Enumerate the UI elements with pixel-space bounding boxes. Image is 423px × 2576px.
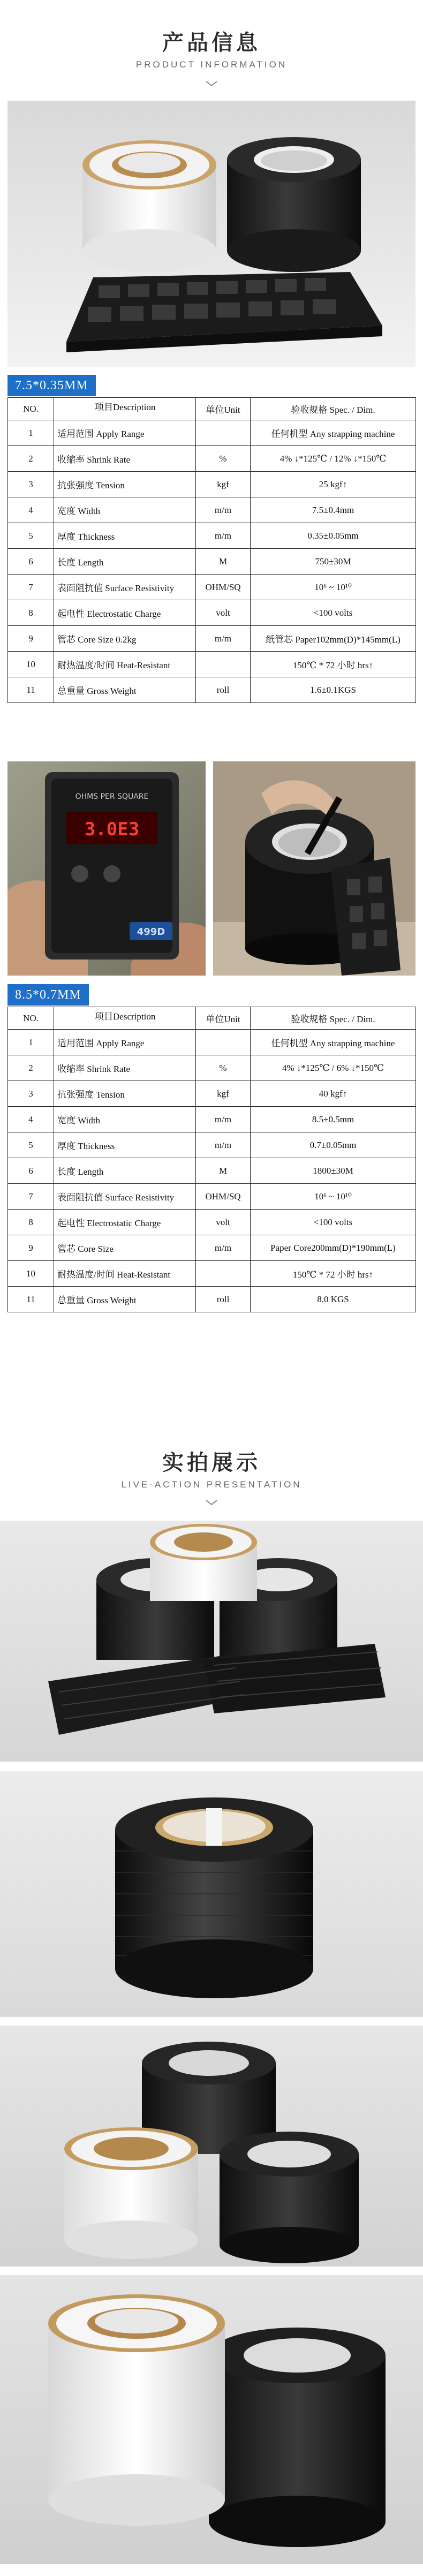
cell-unit xyxy=(196,652,251,677)
cell-description: 管芯 Core Size xyxy=(54,1235,196,1261)
live-action-title: 实拍展示 xyxy=(162,1451,261,1475)
col-header-description xyxy=(54,398,196,420)
cell-spec: <100 volts xyxy=(251,600,416,626)
live-action-subtitle: LIVE-ACTION PRESENTATION xyxy=(121,1479,302,1490)
live-action-header xyxy=(0,1446,423,1490)
cell-spec: 10⁶ ~ 10¹⁰ xyxy=(251,575,416,600)
cell-description: 厚度 Thickness xyxy=(54,523,196,549)
cell-unit: kgf xyxy=(196,1081,251,1107)
cell-no: 11 xyxy=(8,677,54,703)
cell-spec: 任何机型 Any strapping machine xyxy=(251,1030,416,1055)
photo-resistivity-meter xyxy=(7,761,206,976)
product-photo-rolls-tray xyxy=(7,101,416,367)
cell-no: 5 xyxy=(8,1132,54,1158)
cell-description: 收缩率 Shrink Rate xyxy=(54,1055,196,1081)
live-photo-black-roll xyxy=(0,1771,423,2017)
product-info-subtitle: PRODUCT INFORMATION xyxy=(135,59,288,70)
cell-spec: 150℃ * 72 小时 hrs↑ xyxy=(251,652,416,677)
cell-unit: m/m xyxy=(196,497,251,523)
cell-no: 6 xyxy=(8,549,54,575)
table-row xyxy=(8,446,416,472)
spec-table-7-5 xyxy=(7,397,416,703)
cell-description: 表面阻抗值 Surface Resistivity xyxy=(54,1184,196,1210)
cell-spec: 750±30M xyxy=(251,549,416,575)
table-row xyxy=(8,652,416,677)
col-header-no: NO. xyxy=(8,398,54,420)
cell-unit: m/m xyxy=(196,626,251,652)
cell-no: 9 xyxy=(8,1235,54,1261)
cell-no: 1 xyxy=(8,1030,54,1055)
col-header-no: NO. xyxy=(8,1007,54,1030)
table-row xyxy=(8,1261,416,1287)
cell-spec: 40 kgf↑ xyxy=(251,1081,416,1107)
cell-no: 3 xyxy=(8,1081,54,1107)
cell-unit xyxy=(196,420,251,446)
cell-unit: roll xyxy=(196,677,251,703)
cell-unit: % xyxy=(196,446,251,472)
cell-description: 厚度 Thickness xyxy=(54,1132,196,1158)
cell-description: 长度 Length xyxy=(54,549,196,575)
cell-description: 表面阻抗值 Surface Resistivity xyxy=(54,575,196,600)
table-row xyxy=(8,497,416,523)
cell-unit: kgf xyxy=(196,472,251,497)
table-row xyxy=(8,1081,416,1107)
table-row xyxy=(8,1235,416,1261)
cell-no: 4 xyxy=(8,497,54,523)
cell-description: 宽度 Width xyxy=(54,1107,196,1132)
table-row xyxy=(8,600,416,626)
cell-description: 抗张强度 Tension xyxy=(54,1081,196,1107)
col-header-spec: 验收规格 Spec. / Dim. xyxy=(251,1007,416,1030)
meter-model: 499D xyxy=(137,926,165,938)
cell-spec: 1800±30M xyxy=(251,1158,416,1184)
col-header-description-label: 项目Description xyxy=(95,402,156,412)
cell-description: 收缩率 Shrink Rate xyxy=(54,446,196,472)
table-header-row xyxy=(8,1007,416,1030)
cell-spec: 0.7±0.05mm xyxy=(251,1132,416,1158)
table-row xyxy=(8,523,416,549)
spec-table-8-5 xyxy=(7,1007,416,1312)
cell-description: 管芯 Core Size 0.2kg xyxy=(54,626,196,652)
table-row xyxy=(8,1030,416,1055)
table-header-row xyxy=(8,398,416,420)
cell-spec: 7.5±0.4mm xyxy=(251,497,416,523)
cell-no: 2 xyxy=(8,446,54,472)
cell-unit: OHM/SQ xyxy=(196,1184,251,1210)
cell-no: 10 xyxy=(8,652,54,677)
cell-spec: 8.0 KGS xyxy=(251,1287,416,1312)
table-row xyxy=(8,1184,416,1210)
cell-no: 5 xyxy=(8,523,54,549)
cell-no: 11 xyxy=(8,1287,54,1312)
cell-description: 总重量 Gross Weight xyxy=(54,677,196,703)
cell-spec: 任何机型 Any strapping machine xyxy=(251,420,416,446)
cell-spec: 1.6±0.1KGS xyxy=(251,677,416,703)
cell-unit: roll xyxy=(196,1287,251,1312)
table-row xyxy=(8,1287,416,1312)
col-header-description-label: 项目Description xyxy=(95,1011,156,1022)
cell-description: 耐热温度/时间 Heat-Resistant xyxy=(54,1261,196,1287)
table-row xyxy=(8,1107,416,1132)
cell-no: 7 xyxy=(8,1184,54,1210)
table-row xyxy=(8,626,416,652)
product-info-title: 产品信息 xyxy=(162,31,261,55)
cell-description: 耐热温度/时间 Heat-Resistant xyxy=(54,652,196,677)
cell-unit xyxy=(196,1261,251,1287)
table-row xyxy=(8,575,416,600)
spec-label-7-5: 7.5*0.35MM xyxy=(7,375,96,396)
cell-unit: volt xyxy=(196,1210,251,1235)
chevron-down-icon xyxy=(205,80,218,87)
table-row xyxy=(8,472,416,497)
table-row xyxy=(8,1132,416,1158)
cell-no: 4 xyxy=(8,1107,54,1132)
cell-spec: <100 volts xyxy=(251,1210,416,1235)
cell-no: 6 xyxy=(8,1158,54,1184)
chevron-down-icon xyxy=(205,1499,218,1506)
live-photo-three-rolls xyxy=(0,2026,423,2267)
cell-no: 10 xyxy=(8,1261,54,1287)
cell-unit: % xyxy=(196,1055,251,1081)
cell-no: 1 xyxy=(8,420,54,446)
cell-unit: M xyxy=(196,549,251,575)
cell-unit: volt xyxy=(196,600,251,626)
cell-description: 适用范围 Apply Range xyxy=(54,1030,196,1055)
cell-unit: m/m xyxy=(196,1132,251,1158)
col-header-unit: 单位Unit xyxy=(196,1007,251,1030)
meter-title: OHMS PER SQUARE xyxy=(75,792,149,801)
col-header-spec: 验收规格 Spec. / Dim. xyxy=(251,398,416,420)
product-info-header xyxy=(0,26,423,70)
col-header-description xyxy=(54,1007,196,1030)
cell-spec: 纸管芯 Paper102mm(D)*145mm(L) xyxy=(251,626,416,652)
cell-spec: 8.5±0.5mm xyxy=(251,1107,416,1132)
cell-no: 7 xyxy=(8,575,54,600)
cell-spec: Paper Core200mm(D)*190mm(L) xyxy=(251,1235,416,1261)
cell-unit: m/m xyxy=(196,1235,251,1261)
spec-label-8-5: 8.5*0.7MM xyxy=(7,984,89,1006)
live-photo-white-black-rolls xyxy=(0,2275,423,2564)
cell-description: 长度 Length xyxy=(54,1158,196,1184)
cell-spec: 150℃ * 72 小时 hrs↑ xyxy=(251,1261,416,1287)
cell-description: 宽度 Width xyxy=(54,497,196,523)
cell-spec: 25 kgf↑ xyxy=(251,472,416,497)
table-row xyxy=(8,549,416,575)
cell-no: 2 xyxy=(8,1055,54,1081)
table-row xyxy=(8,1055,416,1081)
table-row xyxy=(8,1210,416,1235)
cell-no: 8 xyxy=(8,1210,54,1235)
cell-spec: 0.35±0.05mm xyxy=(251,523,416,549)
live-photo-rolls-trays xyxy=(0,1521,423,1762)
cell-no: 9 xyxy=(8,626,54,652)
cell-unit: m/m xyxy=(196,1107,251,1132)
table-row xyxy=(8,1158,416,1184)
cell-unit xyxy=(196,1030,251,1055)
cell-spec: 10⁶ ~ 10¹⁰ xyxy=(251,1184,416,1210)
cell-description: 抗张强度 Tension xyxy=(54,472,196,497)
cell-description: 总重量 Gross Weight xyxy=(54,1287,196,1312)
table-row xyxy=(8,420,416,446)
cell-spec: 4% ↓*125℃ / 12% ↓*150℃ xyxy=(251,446,416,472)
cell-description: 起电性 Electrostatic Charge xyxy=(54,600,196,626)
cell-description: 适用范围 Apply Range xyxy=(54,420,196,446)
cell-unit: OHM/SQ xyxy=(196,575,251,600)
cell-unit: m/m xyxy=(196,523,251,549)
meter-reading: 3.0E3 xyxy=(84,819,140,840)
cell-spec: 4% ↓*125℃ / 6% ↓*150℃ xyxy=(251,1055,416,1081)
col-header-unit: 单位Unit xyxy=(196,398,251,420)
table-row xyxy=(8,677,416,703)
cell-unit: M xyxy=(196,1158,251,1184)
cell-no: 8 xyxy=(8,600,54,626)
cell-no: 3 xyxy=(8,472,54,497)
photo-black-roll-hand xyxy=(213,761,416,976)
cell-description: 起电性 Electrostatic Charge xyxy=(54,1210,196,1235)
